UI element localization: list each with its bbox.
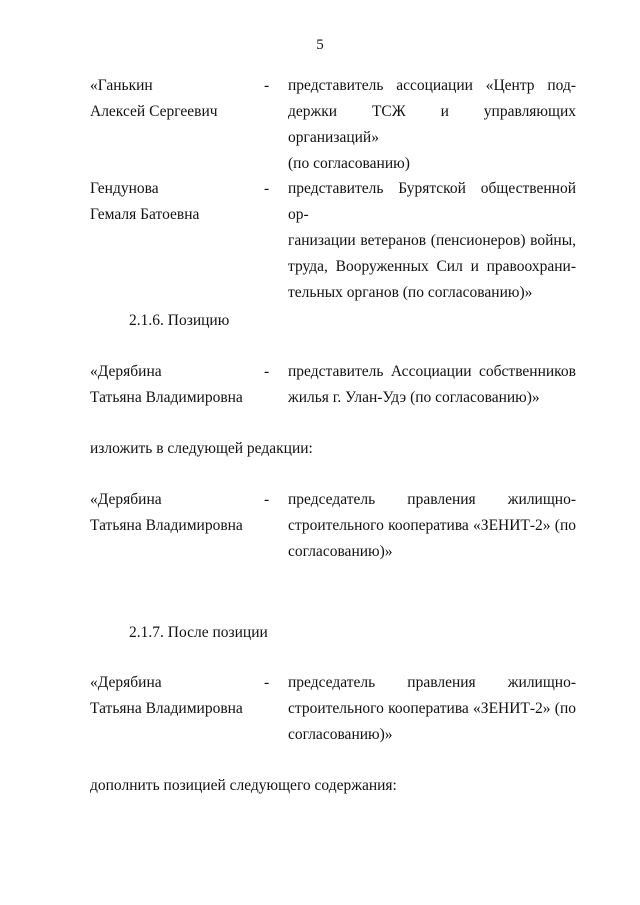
section-heading-2-1-6: 2.1.6. Позицию (129, 312, 230, 329)
member-name: «Дерябина Татьяна Владимировна (90, 491, 243, 534)
member-name: «Дерябина Татьяна Владимировна (90, 674, 243, 717)
separator-dash: - (264, 363, 270, 380)
edit-instruction: изложить в следующей редакции: (90, 440, 313, 457)
member-description: представитель Ассоциации собственников жилья г. Улан-Удэ (по согласованию)» (288, 363, 576, 406)
add-instruction: дополнить позицией следующего содержания: (90, 777, 397, 794)
member-description: представитель ассоциации «Центр под- держки ТСЖ и управляющих организаций» (по согласованию) (288, 77, 576, 172)
section-heading-2-1-7: 2.1.7. После позиции (129, 624, 268, 641)
member-description: председатель правления жилищно- строительного кооператива «ЗЕНИТ-2» (по согласованию)» (288, 491, 576, 560)
separator-dash: - (264, 674, 270, 691)
separator-dash: - (264, 77, 270, 94)
separator-dash: - (264, 491, 270, 508)
member-description: представитель Бурятской общественной ор- ганизации ветеранов (пенсионеров) войны, труда, Вооруженных Сил и правоохрани- тельных органов (по согласованию)» (288, 180, 576, 301)
member-name: «Дерябина Татьяна Владимировна (90, 363, 243, 406)
separator-dash: - (264, 180, 270, 197)
member-name: Гендунова Гемаля Батоевна (90, 180, 200, 223)
page-number: 5 (316, 37, 324, 53)
member-description: председатель правления жилищно- строительного кооператива «ЗЕНИТ-2» (по согласованию)» (288, 674, 576, 743)
member-name: «Ганькин Алексей Сергеевич (90, 77, 218, 120)
